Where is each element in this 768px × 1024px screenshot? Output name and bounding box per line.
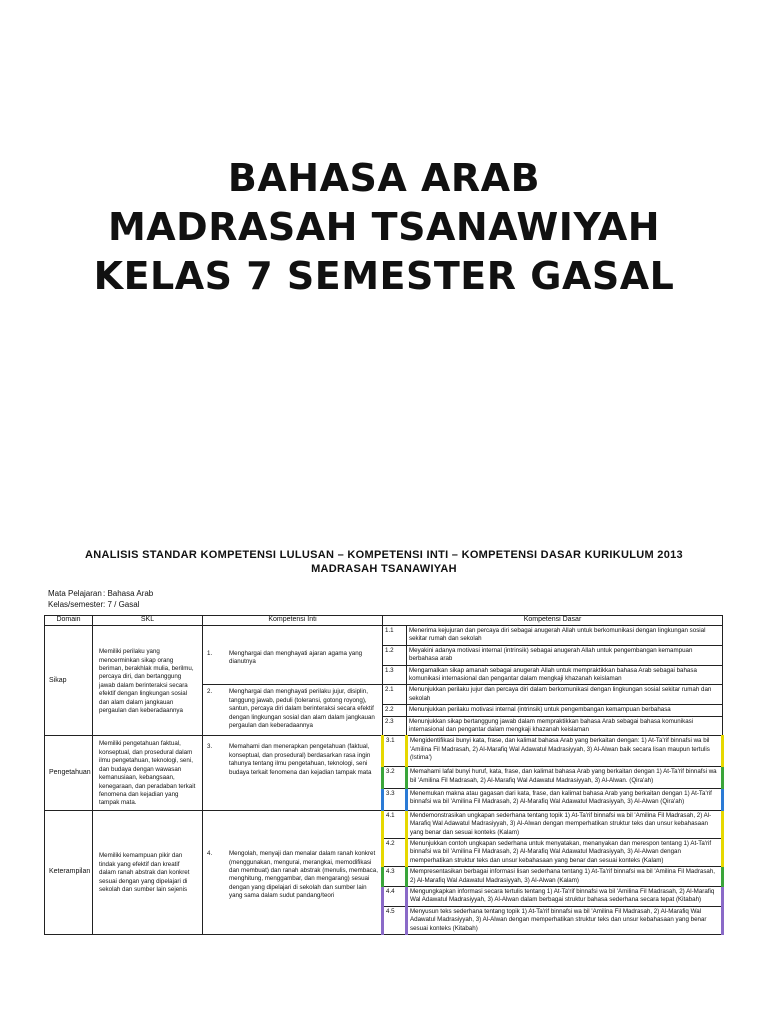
cover-title-subject: BAHASA ARAB	[227, 156, 541, 200]
kd-number: 4.4	[383, 886, 407, 906]
kd-text: Menerima kejujuran dan percaya diri sebagai anugerah Allah untuk berkomunikasi dengan lingkungan sosial sekitar rumah dan sekolah	[407, 626, 723, 646]
ki-4-cell	[203, 810, 383, 934]
table-header-row	[45, 616, 723, 626]
table-row	[45, 736, 723, 767]
skl-sikap: Memiliki perilaku yang mencerminkan sikap orang beriman, berakhlak mulia, berilmu, percaya diri, dan bertanggung jawab dalam berinteraksi secara efektif dengan lingkungan sosial dan alam dalam jangkauan pergaulan dan keberadaannya	[93, 626, 203, 736]
domain-keterampilan: Keterampilan	[45, 810, 93, 934]
ki-3-text: Memahami dan menerapkan pengetahuan (faktual, konseptual, dan prosedural) berdasarkan rasa ingin tahunya tentang ilmu pengetahuan, teknologi, seni budaya terkait fenomena dan kejadian tampak mata	[229, 743, 372, 776]
ki-4-text: Mengolah, menyaji dan menalar dalam ranah konkret (menggunakan, mengurai, merangkai, memodifikasi dan membuat) dan ranah abstrak (menulis, membaca, menghitung, menggambar, dan mengarang) sesuai dengan yang dipelajari di sekolah dan sumber lain yang sama dalam sudut pandang/teori	[229, 850, 378, 900]
domain-pengetahuan: Pengetahuan	[45, 736, 93, 810]
kd-text: Mengamalkan sikap amanah sebagai anugerah Allah untuk mempraktikkan bahasa Arab sebagai bahasa komunikasi internasional dan pengantar dalam mengkaji khazanah keislaman	[407, 665, 723, 685]
ki-3-number: 3.	[207, 743, 213, 751]
kd-number: 2.3	[383, 716, 407, 736]
kd-number: 4.3	[383, 867, 407, 887]
kd-text: Menemukan makna atau gagasan dari kata, frase, dan kalimat bahasa Arab yang berkaitan dengan 1) At-Ta'rif binnafsi wa bil 'Amilina Fil Madrasah, 2) Al-Marafiq Wal Adawatul Madrasiyyah, 3) Al-Alwan (Qira'ah)	[407, 789, 723, 811]
ki-4-number: 4.	[207, 850, 213, 858]
kd-text: Mempresentasikan berbagai informasi lisan sederhana tentang 1) At-Ta'rif binnafsi wa bil 'Amilina Fil Madrasah, 2) Al-Marafiq Wal Adawatul Madrasiyyah, 3) Al-Alwan (Kalam)	[407, 867, 723, 887]
document-subheading: MADRASAH TSANAWIYAH	[311, 563, 457, 575]
competency-table	[44, 615, 724, 935]
kd-text: Mengungkapkan informasi secara tertulis tentang 1) At-Ta'rif binnafsi wa bil 'Amilina Fil Madrasah, 2) Al-Marafiq Wal Adawatul Madrasiyyah, 3) Al-Alwan dalam berbagai struktur bahasa sederhana secara tepat (Kitabah)	[407, 886, 723, 906]
table-row	[45, 626, 723, 646]
kd-number: 1.1	[383, 626, 407, 646]
skl-keterampilan: Memiliki kemampuan pikir dan tindak yang efektif dan kreatif dalam ranah abstrak dan konkret sesuai dengan yang dipelajari di sekolah dan sumber lain sejenis	[93, 810, 203, 934]
ki-1-cell	[203, 626, 383, 685]
ki-2-text: Menghargai dan menghayati perilaku jujur, disiplin, tanggung jawab, peduli (toleransi, gotong royong), santun, percaya diri dalam berinteraksi secara efektif dengan lingkungan sosial dan alam dalam jangkauan pergaulan dan keberadaannya	[229, 688, 375, 730]
kd-number: 2.1	[383, 685, 407, 705]
kd-text: Memahami lafal bunyi huruf, kata, frase, dan kalimat bahasa Arab yang berkaitan dengan 1) At-Ta'rif binnafsi wa bil 'Amilina Fil Madrasah, 2) Al-Marafiq Wal Adawatul Madrasiyyah, 3) Al-Alwan. (Qira'ah)	[407, 767, 723, 789]
document-heading: ANALISIS STANDAR KOMPETENSI LULUSAN – KOMPETENSI INTI – KOMPETENSI DASAR KURIKULUM 2013	[85, 549, 683, 561]
header-domain: Domain	[45, 616, 93, 626]
kd-number: 1.3	[383, 665, 407, 685]
ki-1-text: Menghargai dan menghayati ajaran agama yang dianutnya	[229, 649, 363, 666]
meta-class-value: : 7 / Gasal	[103, 600, 140, 609]
kd-text: Mendemonstrasikan ungkapan sederhana tentang topik 1) At-Ta'rif binnafsi wa bil 'Amilina Fil Madrasah, 2) Al-Marafiq Wal Adawatul Madrasiyyah, 3) Al-Alwan dengan memperhatikan struktur teks dan unsur kebahasaan yang benar dan sesuai konteks (Kalam)	[407, 810, 723, 838]
meta-class-label: Kelas/semester	[48, 600, 104, 609]
kd-number: 2.2	[383, 705, 407, 716]
ki-1-number: 1.	[207, 649, 213, 657]
kd-text: Meyakini adanya motivasi internal (intrinsik) sebagai anugerah Allah untuk pengembangan kemampuan berbahasa arab	[407, 645, 723, 665]
meta-subject-value: : Bahasa Arab	[103, 589, 154, 598]
ki-2-cell	[203, 685, 383, 736]
cover-title-class: KELAS 7 SEMESTER GASAL	[93, 254, 675, 298]
cover-title-school: MADRASAH TSANAWIYAH	[107, 205, 661, 249]
header-skl: SKL	[93, 616, 203, 626]
meta-subject-label: Mata Pelajaran	[48, 589, 102, 598]
kd-text: Mengidentifikasi bunyi kata, frase, dan kalimat bahasa Arab yang berkaitan dengan: 1) At-Ta'rif binnafsi wa bil 'Amilina Fil Madrasah, 2) Al-Marafiq Wal Adawatul Madrasiyyah, 3) Al-Alwan baik secara lisan maupun tertulis (Istima')	[407, 736, 723, 767]
table-row	[45, 810, 723, 838]
header-kd: Kompetensi Dasar	[383, 616, 723, 626]
kd-number: 3.1	[383, 736, 407, 767]
kd-text: Menunjukkan perilaku motivasi internal (intrinsik) untuk pengembangan kemampuan berbahasa	[407, 705, 723, 716]
meta-subject	[48, 588, 153, 599]
skl-pengetahuan: Memiliki pengetahuan faktual, konseptual, dan prosedural dalam ilmu pengetahuan, teknologi, seni, dan budaya dengan wawasan kemanusiaan, kebangsaan, kenegaraan, dan peradaban terkait fenomena dan kejadian yang tampak mata.	[93, 736, 203, 810]
kd-text: Menunjukkan perilaku jujur dan percaya diri dalam berkomunikasi dengan lingkungan sosial sekitar rumah dan sekolah	[407, 685, 723, 705]
kd-text: Menunjukkan sikap bertanggung jawab dalam mempraktikkan bahasa Arab sebagai bahasa komunikasi internasional dan pengantar dalam mengkaji khazanah keislaman	[407, 716, 723, 736]
meta-class	[48, 599, 139, 610]
kd-number: 4.1	[383, 810, 407, 838]
kd-number: 1.2	[383, 645, 407, 665]
kd-number: 4.5	[383, 906, 407, 934]
ki-3-cell	[203, 736, 383, 810]
kd-number: 4.2	[383, 838, 407, 866]
kd-text: Menyusun teks sederhana tentang topik 1) At-Ta'rif binnafsi wa bil 'Amilina Fil Madrasah, 2) Al-Marafiq Wal Adawatul Madrasiyyah, 3) Al-Alwan dengan memperhatikan struktur teks dan unsur kebahasaan yang benar sesuai konteks (Kitabah)	[407, 906, 723, 934]
kd-number: 3.3	[383, 789, 407, 811]
kd-number: 3.2	[383, 767, 407, 789]
domain-sikap: Sikap	[45, 626, 93, 736]
header-ki: Kompetensi Inti	[203, 616, 383, 626]
ki-2-number: 2.	[207, 688, 213, 696]
kd-text: Menunjukkan contoh ungkapan sederhana untuk menyatakan, menanyakan dan merespon tentang 1) At-Ta'rif binnafsi wa bil 'Amilina Fil Madrasah, 2) Al-Marafiq Wal Adawatul Madrasiyyah, 3) Al-Alwan dengan memperhatikan struktur teks dan unsur kebahasaan yang benar dan sesuai konteks (Kalam)	[407, 838, 723, 866]
